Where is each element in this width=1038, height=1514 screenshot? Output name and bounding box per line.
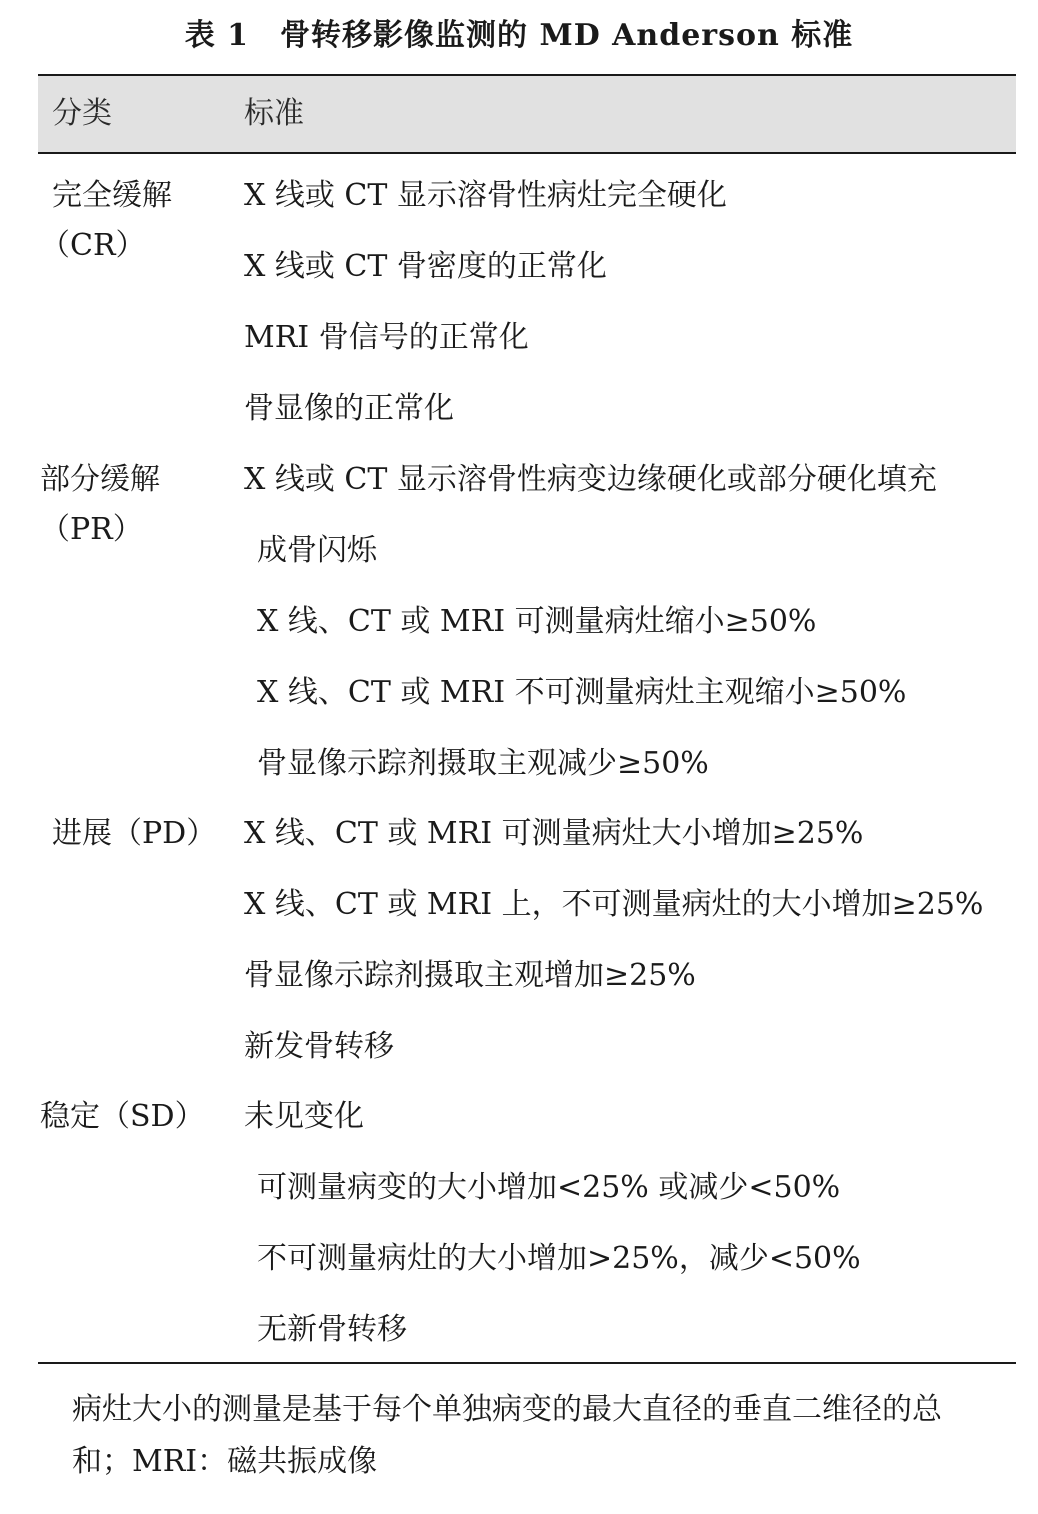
- criteria-item: 骨显像示踪剂摄取主观增加≥25%: [244, 958, 696, 993]
- criteria-item: X 线或 CT 骨密度的正常化: [244, 249, 607, 284]
- category-pr: 部分缓解: [40, 462, 160, 497]
- criteria-item: 未见变化: [244, 1099, 364, 1134]
- criteria-item: 新发骨转移: [244, 1029, 394, 1064]
- criteria-item: 骨显像示踪剂摄取主观减少≥50%: [257, 746, 709, 781]
- table-title: 表 1 骨转移影像监测的 MD Anderson 标准: [184, 18, 854, 53]
- criteria-item: X 线或 CT 显示溶骨性病灶完全硬化: [244, 178, 727, 213]
- header-criteria: 标准: [244, 96, 304, 131]
- category-cr: 完全缓解: [52, 178, 172, 213]
- criteria-item: X 线、CT 或 MRI 不可测量病灶主观缩小≥50%: [257, 675, 907, 710]
- criteria-item: 成骨闪烁: [257, 533, 377, 568]
- criteria-item: 骨显像的正常化: [244, 391, 454, 426]
- table-footnote: 病灶大小的测量是基于每个单独病变的最大直径的垂直二维径的总和；MRI：磁共振成像: [72, 1392, 942, 1479]
- bottom-rule: [38, 1362, 1016, 1364]
- category-pd: 进展（PD）: [52, 816, 217, 851]
- criteria-item: X 线或 CT 显示溶骨性病变边缘硬化或部分硬化填充: [244, 462, 937, 497]
- criteria-item: X 线、CT 或 MRI 可测量病灶大小增加≥25%: [244, 816, 864, 851]
- category-cr-abbr: （CR）: [40, 228, 146, 263]
- criteria-item: MRI 骨信号的正常化: [244, 320, 529, 355]
- criteria-item: X 线、CT 或 MRI 可测量病灶缩小≥50%: [257, 604, 817, 639]
- category-sd: 稳定（SD）: [40, 1099, 205, 1134]
- criteria-item: 不可测量病灶的大小增加>25%，减少<50%: [257, 1241, 861, 1276]
- header-band: [38, 76, 1016, 152]
- category-pr-abbr: （PR）: [40, 512, 143, 547]
- header-rule: [38, 152, 1016, 154]
- criteria-item: 无新骨转移: [257, 1312, 407, 1347]
- header-category: 分类: [52, 96, 112, 131]
- criteria-item: 可测量病变的大小增加<25% 或减少<50%: [257, 1170, 841, 1205]
- criteria-item: X 线、CT 或 MRI 上，不可测量病灶的大小增加≥25%: [244, 887, 984, 922]
